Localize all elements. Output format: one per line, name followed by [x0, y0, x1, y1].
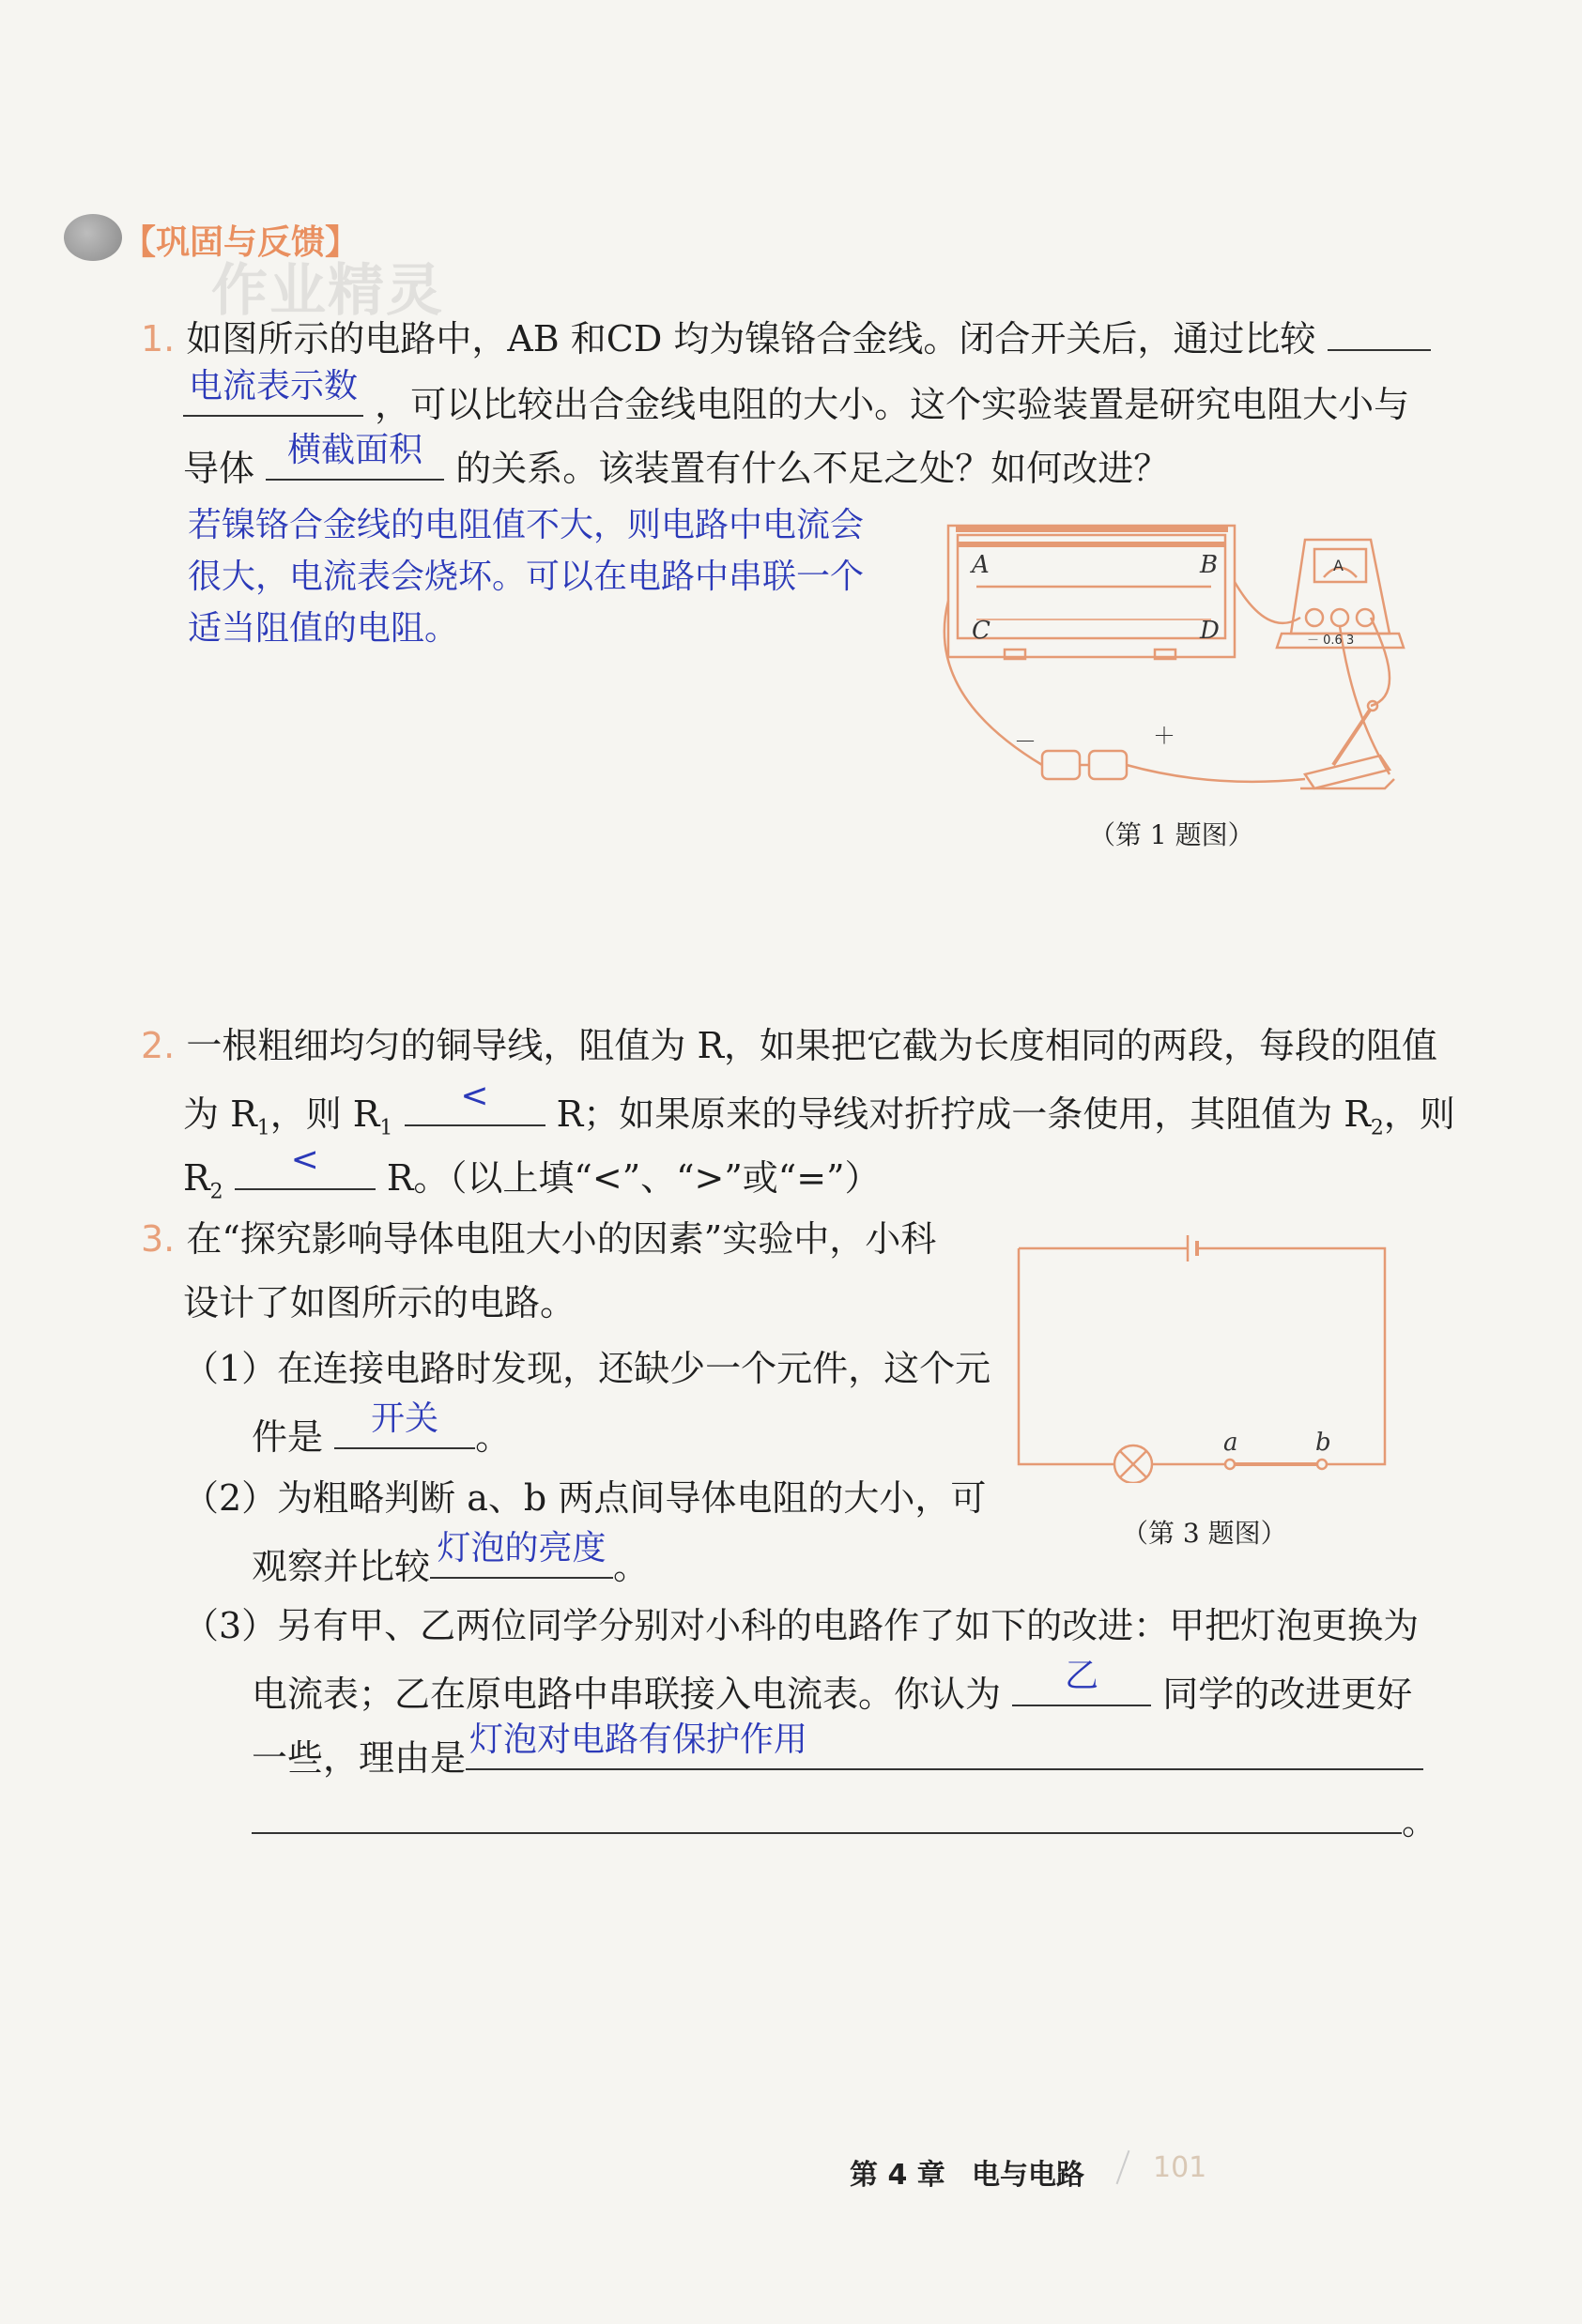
q3-p3-end: 。	[1402, 1801, 1438, 1842]
label-node-b: b	[1315, 1429, 1331, 1457]
q2-text1: 一根粗细均匀的铜导线，阻值为 R，如果把它截为长度相同的两段，每段的阻值	[186, 1025, 1438, 1066]
ammeter-letter: A	[1333, 557, 1344, 574]
q3-p3-line1: （3）另有甲、乙两位同学分别对小科的电路作了如下的改进：甲把灯泡更换为	[183, 1605, 1420, 1646]
q3-p2-line2	[252, 1529, 650, 1589]
q1-answer-line: 若镍铬合金线的电阻值不大，则电路中电流会	[188, 506, 865, 544]
q2-answer2: <	[290, 1140, 319, 1179]
q3-p1-end: 。	[475, 1416, 512, 1458]
q1-line2	[183, 367, 1410, 427]
q2-text2-pre: 为 R	[183, 1093, 257, 1135]
q1-text3-pre: 导体	[183, 448, 255, 489]
battery-1	[1042, 751, 1080, 779]
q2-sub2b: 2	[209, 1180, 223, 1204]
q1-circuit-figure	[929, 507, 1436, 807]
q1-figure-caption: （第 1 题图）	[1089, 819, 1254, 850]
section-title: 【巩固与反馈】	[122, 223, 360, 262]
q1-line1	[141, 312, 1431, 361]
q1-text2: ，可以比较出合金线电阻的大小。这个实验装置是研究电阻大小与	[375, 384, 1410, 425]
q2-text2-mid: ，则 R	[269, 1093, 380, 1135]
q1-text1: 如图所示的电路中，AB 和CD 均为镍铬合金线。闭合开关后，通过比较	[186, 318, 1316, 359]
battery-plus: ＋	[1153, 723, 1175, 749]
battery-minus: －	[1014, 728, 1037, 755]
q1-line3	[183, 431, 1170, 491]
node-b	[1317, 1460, 1327, 1469]
q3-blank1	[334, 1399, 475, 1449]
q1-answer2: 横截面积	[287, 431, 423, 469]
q2-text2-post: R；如果原来的导线对折拧成一条使用，其阻值为 R	[556, 1093, 1371, 1135]
q1-answer1: 电流表示数	[188, 367, 358, 405]
q1-text3-post: 的关系。该装置有什么不足之处？如何改进？	[455, 448, 1170, 489]
q2-number: 2.	[141, 1025, 176, 1066]
q2-blank2	[235, 1140, 376, 1190]
q3-answer3: 乙	[1065, 1657, 1099, 1695]
section-bullet-icon	[64, 214, 122, 261]
switch	[1305, 756, 1390, 788]
q1-blank2	[266, 431, 444, 481]
q3-p2-end: 。	[613, 1546, 650, 1587]
q3-p1-pre: 件是	[252, 1416, 324, 1458]
q2-text3-pre: R	[183, 1157, 210, 1199]
q3-answer1: 开关	[371, 1399, 439, 1438]
q3-blank4	[466, 1720, 1423, 1770]
q2-answer1: <	[460, 1077, 489, 1115]
q3-number: 3.	[141, 1218, 176, 1260]
q2-line1	[141, 1023, 1437, 1068]
q3-blank2	[430, 1529, 613, 1579]
q1-answer-line: 很大，电流表会烧坏。可以在电路中串联一个	[188, 558, 865, 596]
label-d: D	[1200, 617, 1220, 645]
q1-answer-line: 适当阻值的电阻。	[188, 609, 459, 648]
q3-figure-caption: （第 3 题图）	[1122, 1518, 1287, 1549]
node-a	[1225, 1460, 1235, 1469]
q3-blank5	[252, 1795, 1402, 1834]
label-node-a: a	[1223, 1429, 1238, 1457]
q1-number: 1.	[141, 318, 176, 359]
ammeter-scale: － 0.6 3	[1307, 634, 1355, 648]
q3-p3-line2	[252, 1657, 1413, 1717]
q2-blank1	[405, 1077, 545, 1126]
footer-chapter: 第 4 章	[850, 2159, 945, 2192]
q3-p2-pre: 观察并比较	[252, 1546, 431, 1587]
q3-p1-line1: （1）在连接电路时发现，还缺少一个元件，这个元	[183, 1348, 991, 1389]
battery-2	[1089, 751, 1127, 779]
q2-line3	[183, 1140, 881, 1216]
q3-p3-pre3: 一些，理由是	[252, 1737, 467, 1779]
q3-p3-pre: 电流表；乙在原电路中串联接入电流表。你认为	[252, 1674, 1002, 1715]
q3-text1: 在“探究影响导体电阻大小的因素”实验中，小科	[186, 1218, 937, 1260]
q3-p1-line2	[252, 1399, 512, 1460]
q3-p2-line1: （2）为粗略判断 a、b 两点间导体电阻的大小，可	[183, 1477, 987, 1519]
page-number: 101	[1153, 2151, 1207, 2184]
q3-p3-line3	[252, 1720, 1423, 1781]
footer-divider	[1116, 2150, 1130, 2184]
q3-p3-post: 同学的改进更好	[1162, 1674, 1413, 1715]
footer-title: 电与电路	[972, 2159, 1084, 2192]
q2-sub2: 2	[1370, 1116, 1384, 1140]
label-c: C	[972, 617, 991, 645]
q2-text2-end: ，则	[1383, 1093, 1455, 1135]
q3-line2: 设计了如图所示的电路。	[183, 1282, 576, 1323]
q1-blank-lead	[1328, 312, 1431, 351]
q3-answer2: 灯泡的亮度	[437, 1529, 607, 1567]
q3-p3-line4	[252, 1795, 1437, 1844]
label-a: A	[972, 551, 990, 579]
q1-blank1	[183, 367, 363, 417]
q3-answer4: 灯泡对电路有保护作用	[469, 1720, 808, 1759]
q3-line1	[141, 1216, 936, 1261]
q3-blank3	[1012, 1657, 1151, 1706]
label-b: B	[1200, 551, 1219, 579]
q3-circuit-figure	[1009, 1230, 1404, 1483]
q1-handwritten-answer	[188, 499, 864, 654]
q2-sub1b: 1	[379, 1116, 393, 1140]
watermark: 作业精灵	[211, 258, 444, 324]
q2-sub1: 1	[256, 1116, 270, 1140]
q2-text3-post: R。（以上填“<”、“>”或“=”）	[386, 1157, 881, 1199]
